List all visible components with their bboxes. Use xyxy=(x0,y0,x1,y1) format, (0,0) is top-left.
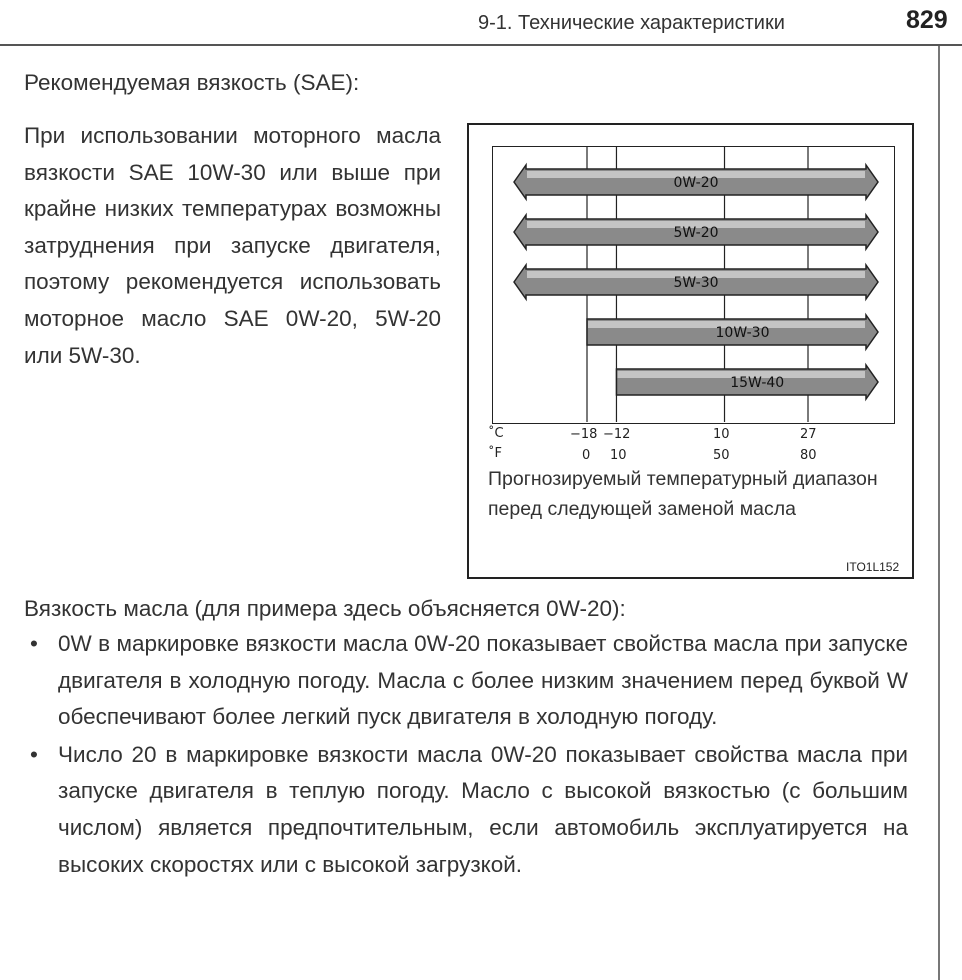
figure-code: ITO1L152 xyxy=(846,560,900,574)
oil-viscosity-title: Вязкость масла (для примера здесь объясняется 0W-20): xyxy=(24,596,626,621)
c-tick-label: 10 xyxy=(713,427,730,442)
page-number: 829 xyxy=(906,6,948,34)
right-margin-rule xyxy=(938,46,940,980)
f-tick-label: 50 xyxy=(713,448,730,463)
viscosity-grade-label: 0W-20 xyxy=(673,175,719,191)
c-tick-label: −18 xyxy=(570,427,598,442)
bullet-icon: • xyxy=(30,741,38,767)
figure-caption: Прогнозируемый температурный диапазон перед следующей заменой масла xyxy=(488,468,878,520)
fahrenheit-unit-label: ˚F xyxy=(488,446,502,461)
c-tick-label: 27 xyxy=(800,427,817,442)
section-header: 9-1. Технические характеристики xyxy=(478,12,785,34)
viscosity-grade-label: 5W-30 xyxy=(673,275,719,291)
viscosity-bullet-list xyxy=(30,626,908,883)
viscosity-grade-label: 5W-20 xyxy=(673,225,719,241)
f-tick-label: 80 xyxy=(800,448,817,463)
viscosity-grade-label: 15W-40 xyxy=(730,375,785,391)
viscosity-grade-label: 10W-30 xyxy=(715,325,770,341)
celsius-unit-label: ˚C xyxy=(488,426,504,441)
c-tick-label: −12 xyxy=(603,427,631,442)
f-tick-label: 0 xyxy=(582,448,591,463)
bullet-text: Число 20 в маркировке вязкости масла 0W-20 показывает свойства масла при запуске двигателя в теплую погоду. Масло с высокой вязкостью (с большим числом) является предпочтительным, если автомобиль эксплуатируется на высоких скоростях или с высокой загрузкой. xyxy=(58,741,908,877)
list-item xyxy=(30,626,908,736)
viscosity-paragraph: При использовании моторного масла вязкости SAE 10W-30 или выше при крайне низких температурах возможны затруднения при запуске двигателя, поэтому рекомендуется использовать моторное масло SAE 0W-20, 5W-20 или 5W-30. xyxy=(24,123,441,368)
header-divider xyxy=(0,44,962,46)
viscosity-chart-svg xyxy=(493,147,893,422)
recommended-viscosity-title: Рекомендуемая вязкость (SAE): xyxy=(24,70,360,95)
bullet-icon: • xyxy=(30,631,38,656)
list-item xyxy=(30,737,908,883)
bullet-text: 0W в маркировке вязкости масла 0W-20 показывает свойства масла при запуске двигателя в холодную погоду. Масла с более низким значением перед буквой W обеспечивают более легкий пуск двигателя в холодную погоду. xyxy=(58,631,908,730)
f-tick-label: 10 xyxy=(610,448,627,463)
viscosity-chart xyxy=(492,146,895,424)
